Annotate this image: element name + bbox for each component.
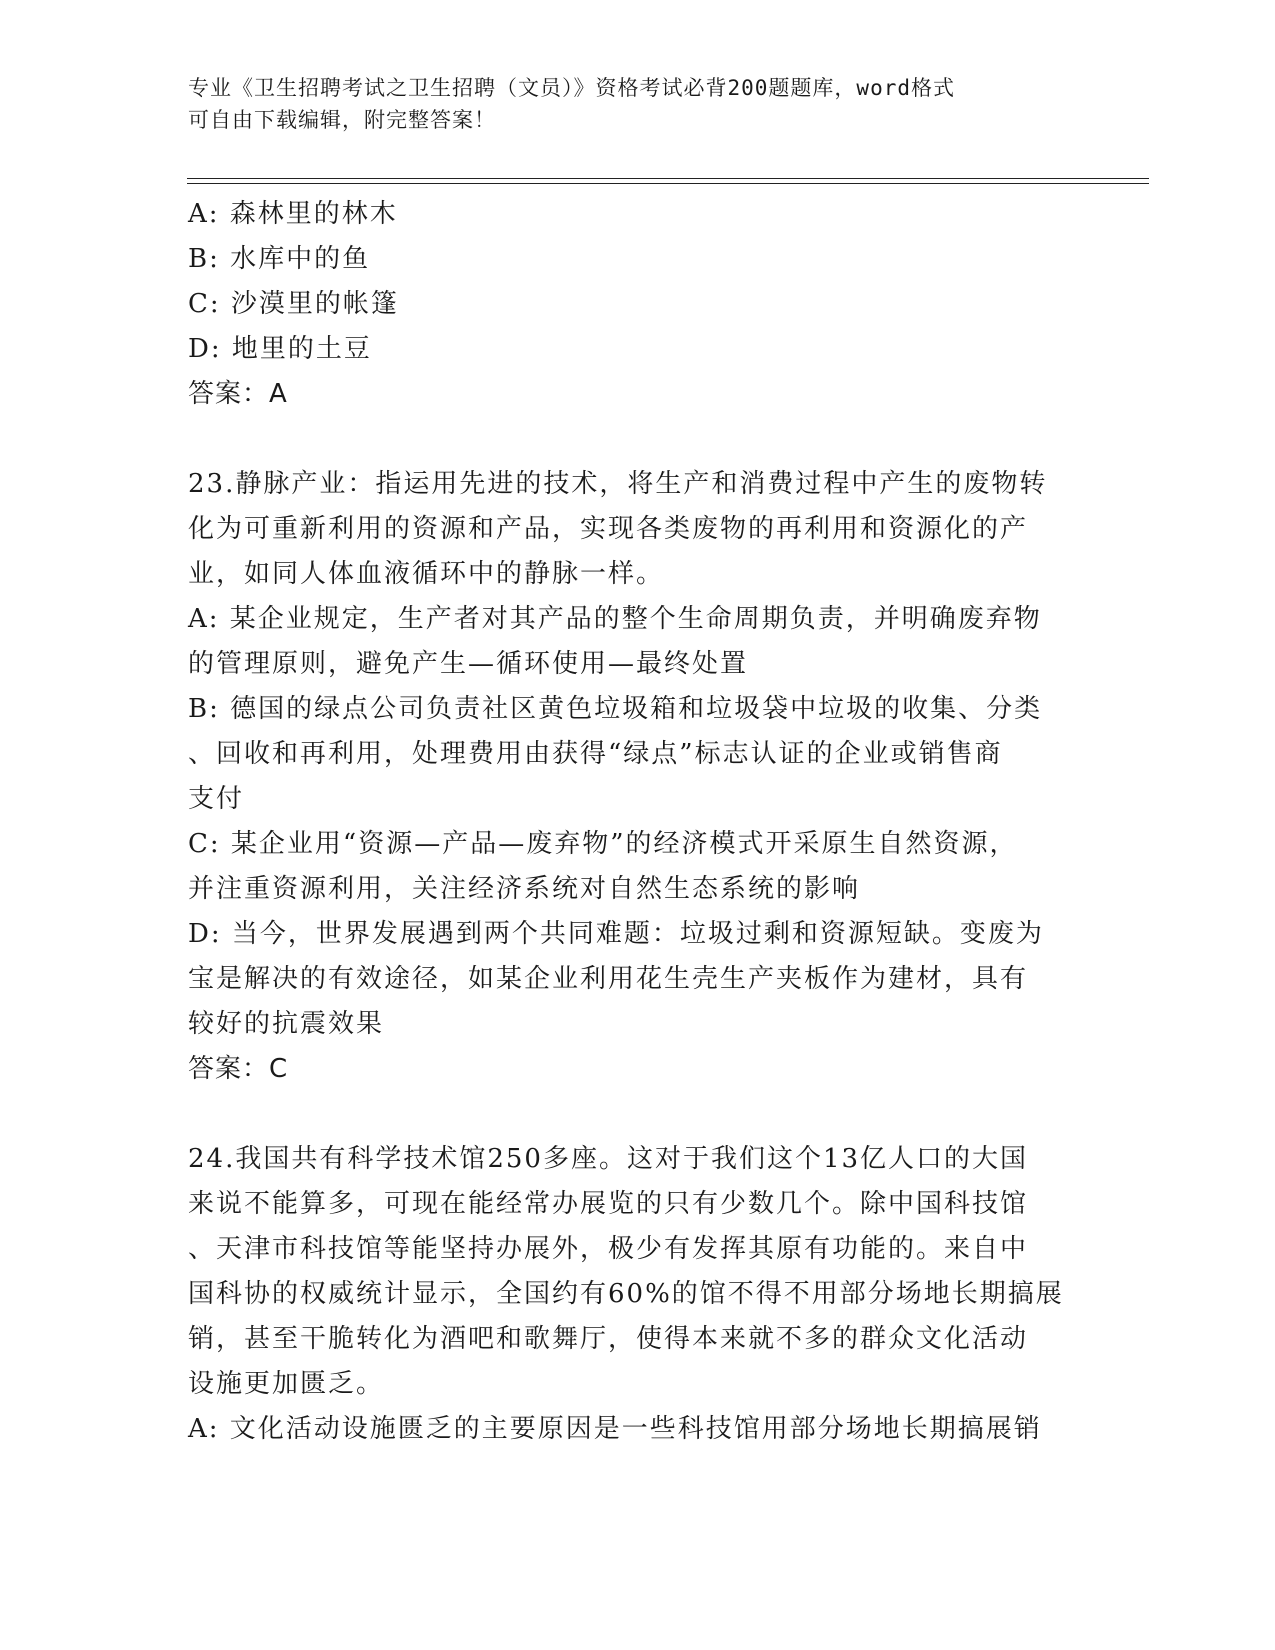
option-b-continued: 、回收和再利用，处理费用由获得“绿点”标志认证的企业或销售商 bbox=[188, 739, 1003, 769]
option-b-continued: 支付 bbox=[188, 784, 245, 814]
answer-line: 答案：C bbox=[188, 1054, 289, 1084]
header-title-line-1: 专业《卫生招聘考试之卫生招聘（文员）》资格考试必背200题题库，word格式 bbox=[188, 76, 955, 100]
option-a: A: 某企业规定，生产者对其产品的整个生命周期负责，并明确废弃物 bbox=[188, 604, 1042, 634]
option-a-continued: 的管理原则，避免产生—循环使用—最终处置 bbox=[188, 649, 749, 679]
question-24 bbox=[188, 1137, 1098, 1452]
option-b: B: 水库中的鱼 bbox=[188, 244, 371, 274]
header-divider-top bbox=[187, 178, 1149, 179]
option-d: D: 地里的土豆 bbox=[188, 334, 372, 364]
question-stem-line: 业，如同人体血液循环中的静脉一样。 bbox=[188, 559, 665, 589]
option-a: A: 文化活动设施匮乏的主要原因是一些科技馆用部分场地长期搞展销 bbox=[188, 1414, 1042, 1444]
option-a: A: 森林里的林木 bbox=[188, 199, 398, 229]
option-d-continued: 较好的抗震效果 bbox=[188, 1009, 385, 1039]
question-stem-line: 24.我国共有科学技术馆250多座。这对于我们这个13亿人口的大国 bbox=[188, 1144, 1029, 1174]
option-c: C: 某企业用“资源—产品—废弃物”的经济模式开采原生自然资源， bbox=[188, 829, 1018, 859]
spacer bbox=[188, 1092, 1098, 1137]
question-stem-line: 、天津市科技馆等能坚持办展外，极少有发挥其原有功能的。来自中 bbox=[188, 1234, 1029, 1264]
question-22 bbox=[188, 192, 1098, 417]
document-body bbox=[188, 192, 1098, 1452]
spacer bbox=[188, 417, 1098, 462]
question-23 bbox=[188, 462, 1098, 1092]
header-title-line-2: 可自由下载编辑，附完整答案！ bbox=[188, 108, 496, 132]
question-stem-line: 国科协的权威统计显示，全国约有60%的馆不得不用部分场地长期搞展 bbox=[188, 1279, 1064, 1309]
option-c: C: 沙漠里的帐篷 bbox=[188, 289, 399, 319]
header-divider-bottom bbox=[187, 183, 1149, 184]
option-d: D: 当今，世界发展遇到两个共同难题：垃圾过剩和资源短缺。变废为 bbox=[188, 919, 1044, 949]
option-b: B: 德国的绿点公司负责社区黄色垃圾箱和垃圾袋中垃圾的收集、分类 bbox=[188, 694, 1043, 724]
question-stem-line: 23.静脉产业：指运用先进的技术，将生产和消费过程中产生的废物转 bbox=[188, 469, 1048, 499]
option-d-continued: 宝是解决的有效途径，如某企业利用花生壳生产夹板作为建材，具有 bbox=[188, 964, 1029, 994]
question-stem-line: 化为可重新利用的资源和产品，实现各类废物的再利用和资源化的产 bbox=[188, 514, 1029, 544]
question-stem-line: 来说不能算多，可现在能经常办展览的只有少数几个。除中国科技馆 bbox=[188, 1189, 1029, 1219]
answer-line: 答案：A bbox=[188, 379, 288, 409]
option-c-continued: 并注重资源利用，关注经济系统对自然生态系统的影响 bbox=[188, 874, 861, 904]
question-stem-line: 设施更加匮乏。 bbox=[188, 1369, 385, 1399]
question-stem-line: 销，甚至干脆转化为酒吧和歌舞厅，使得本来就不多的群众文化活动 bbox=[188, 1324, 1029, 1354]
document-header bbox=[188, 72, 1068, 136]
